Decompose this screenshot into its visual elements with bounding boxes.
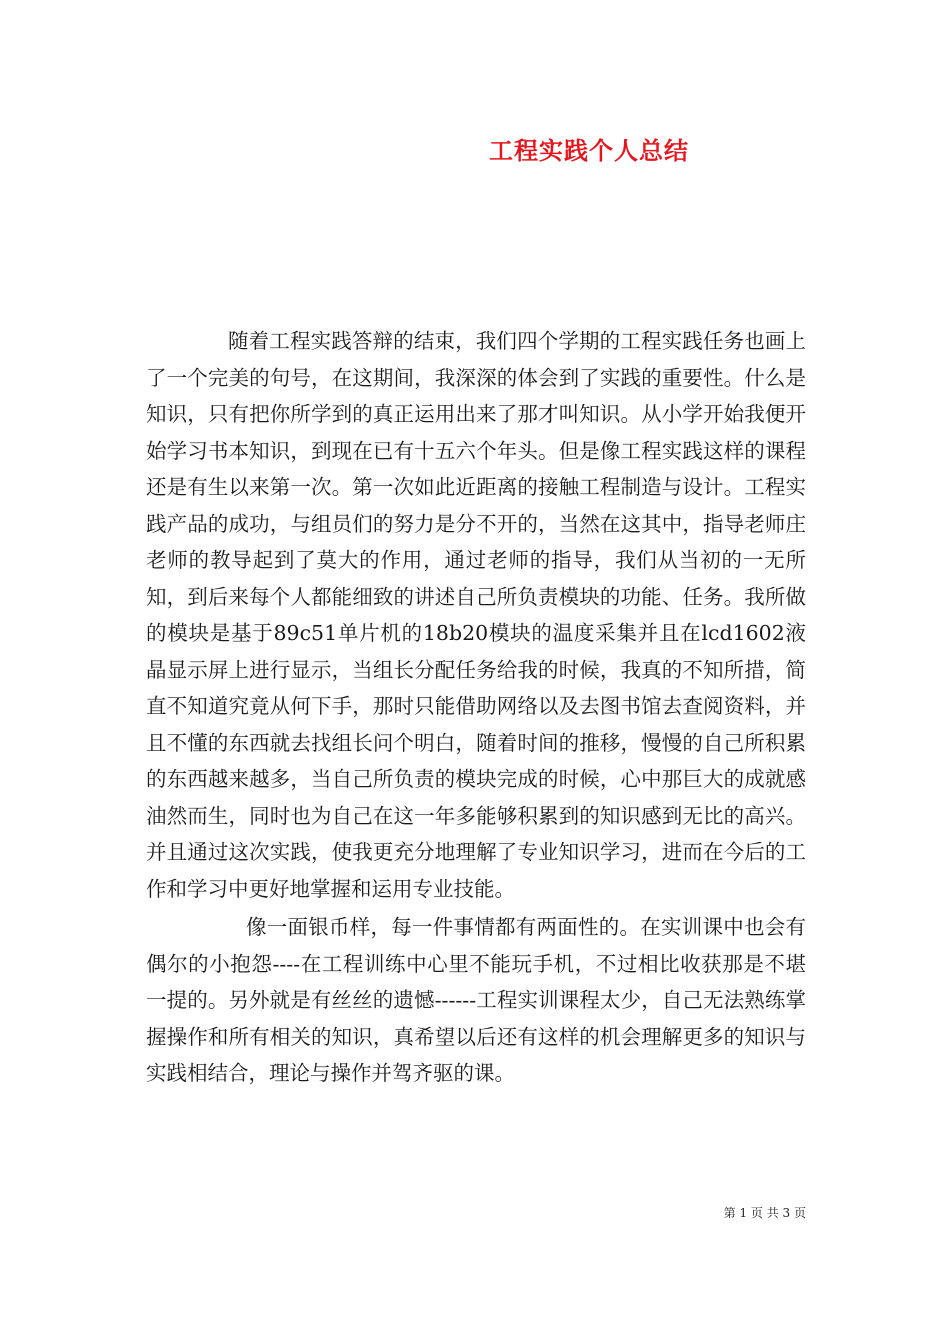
paragraph-1: 随着工程实践答辩的结束，我们四个学期的工程实践任务也画上了一个完美的句号，在这期间，我深深的体会到了实践的重要性。什么是知识，只有把你所学到的真正运用出来了那才叫知识。从小学开始我便开始学习书本知识，到现在已有十五六个年头。但是像工程实践这样的课程还是有生以来第一次。第一次如此近距离的接触工程制造与设计。工程实践产品的成功，与组员们的努力是分不开的，当然在这其中，指导老师庄老师的教导起到了莫大的作用，通过老师的指导，我们从当初的一无所知，到后来每个人都能细致的讲述自己所负责模块的功能、任务。我所做的模块是基于89c51单片机的18b20模块的温度采集并且在lcd1602液晶显示屏上进行显示，当组长分配任务给我的时候，我真的不知所措，简直不知道究竟从何下手，那时只能借助网络以及去图书馆去查阅资料，并且不懂的东西就去找组长问个明白，随着时间的推移，慢慢的自己所积累的东西越来越多，当自己所负责的模块完成的时候，心中那巨大的成就感油然而生，同时也为自己在这一年多能够积累到的知识感到无比的高兴。并且通过这次实践，使我更充分地理解了专业知识学习，进而在今后的工作和学习中更好地掌握和运用专业技能。	[146, 329, 806, 901]
paragraph-2: 像一面银币样，每一件事情都有两面性的。在实训课中也会有偶尔的小抱怨----在工程训练中心里不能玩手机，不过相比收获那是不堪一提的。另外就是有丝丝的遗憾------工程实训课程太少，自己无法熟练掌握操作和所有相关的知识，真希望以后还有这样的机会理解更多的知识与实践相结合，理论与操作并驾齐驱的课。	[146, 915, 806, 1085]
page-number-footer: 第 1 页 共 3 页	[723, 1206, 806, 1220]
document-title: 工程实践个人总结	[489, 136, 689, 165]
document-body	[146, 323, 806, 1092]
